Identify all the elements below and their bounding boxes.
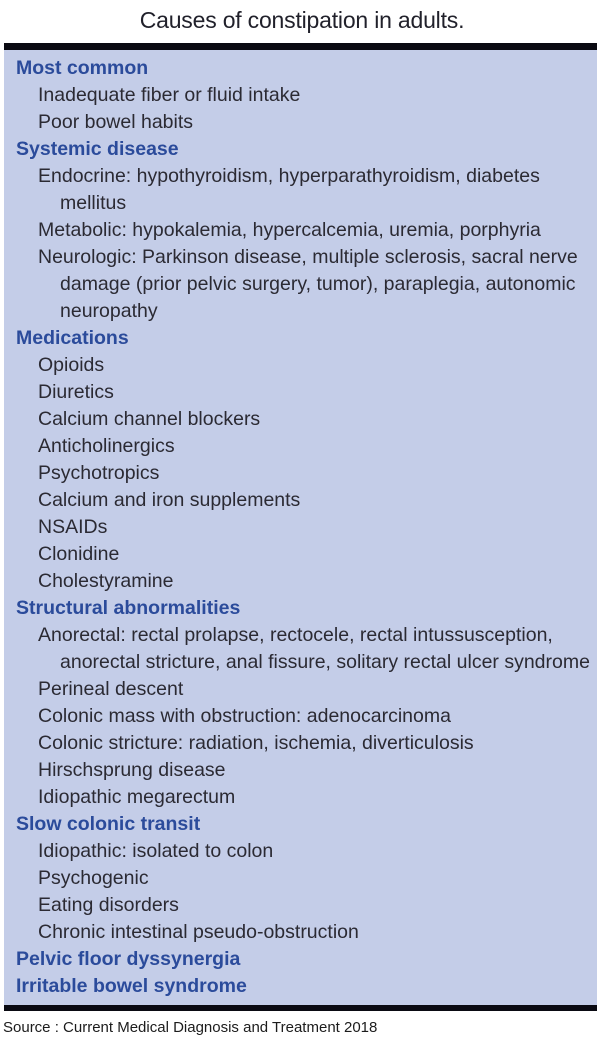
cause-item: Endocrine: hypothyroidism, hyperparathyroidism, diabetes mellitus [38, 165, 540, 214]
cause-item: Idiopathic megarectum [38, 786, 236, 808]
cause-item: NSAIDs [38, 516, 108, 538]
section-header: Most common [16, 57, 149, 79]
top-rule [4, 43, 597, 50]
cause-item: Opioids [38, 354, 105, 376]
cause-item: Colonic stricture: radiation, ischemia, diverticulosis [38, 732, 474, 754]
section-header: Structural abnormalities [16, 597, 241, 619]
section-header: Irritable bowel syndrome [16, 975, 247, 997]
cause-item: Anticholinergics [38, 435, 175, 457]
cause-item: Metabolic: hypokalemia, hypercalcemia, uremia, porphyria [38, 219, 541, 241]
cause-item: Calcium channel blockers [38, 408, 261, 430]
cause-item: Eating disorders [38, 894, 179, 916]
bottom-rule [4, 1005, 597, 1011]
section-header: Slow colonic transit [16, 813, 201, 835]
cause-item: Diuretics [38, 381, 114, 403]
section-header: Medications [16, 327, 129, 349]
cause-item: Colonic mass with obstruction: adenocarcinoma [38, 705, 451, 727]
cause-item: Neurologic: Parkinson disease, multiple sclerosis, sacral nerve damage (prior pelvic surgery, tumor), paraplegia, autonomic neuropathy [38, 246, 578, 322]
cause-item: Chronic intestinal pseudo-obstruction [38, 921, 359, 943]
cause-item: Hirschsprung disease [38, 759, 226, 781]
cause-item: Idiopathic: isolated to colon [38, 840, 274, 862]
causes-table [4, 50, 597, 1005]
cause-item: Cholestyramine [38, 570, 174, 592]
cause-item: Poor bowel habits [38, 111, 194, 133]
source-caption: Source : Current Medical Diagnosis and Treatment 2018 [3, 1019, 378, 1036]
table-title: Causes of constipation in adults. [139, 7, 465, 33]
cause-item: Perineal descent [38, 678, 184, 700]
cause-item: Calcium and iron supplements [38, 489, 301, 511]
cause-item: Inadequate fiber or fluid intake [38, 84, 301, 106]
cause-item: Clonidine [38, 543, 120, 565]
section-header: Systemic disease [16, 138, 179, 160]
cause-item: Anorectal: rectal prolapse, rectocele, rectal intussusception, anorectal stricture, anal fissure, solitary rectal ulcer syndrome [38, 624, 590, 673]
cause-item: Psychotropics [38, 462, 160, 484]
section-header: Pelvic floor dyssynergia [16, 948, 241, 970]
cause-item: Psychogenic [38, 867, 149, 889]
